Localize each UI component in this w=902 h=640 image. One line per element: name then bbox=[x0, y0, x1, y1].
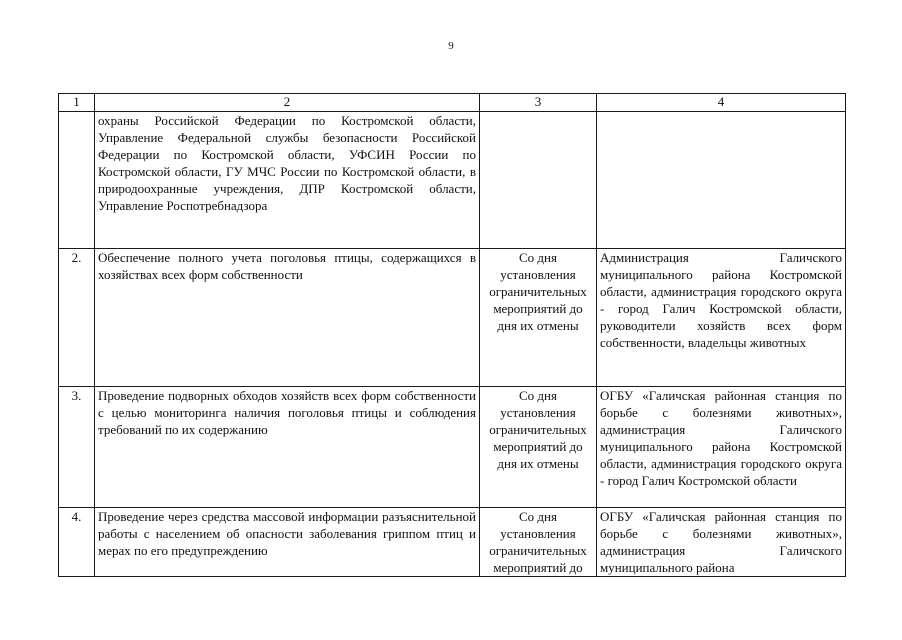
term-text bbox=[480, 112, 597, 249]
responsible-text: ОГБУ «Галичская районная станция по борьбе с болезнями животных», администрация Галичского муниципального района bbox=[597, 508, 846, 577]
term-text: Со дня установления ограничительных мероприятий до дня их отмены bbox=[480, 249, 597, 387]
measure-text: Проведение подворных обходов хозяйств всех форм собственности с целью мониторинга наличия поголовья птицы и соблюдения требований по их содержанию bbox=[95, 387, 480, 508]
responsible-text: ОГБУ «Галичская районная станция по борьбе с болезнями животных», администрация Галичского муниципального района Костромской области, администрация городского округа - город Галич Костромской области bbox=[597, 387, 846, 508]
header-col-2: 2 bbox=[95, 94, 480, 112]
term-text: Со дня установления ограничительных мероприятий до bbox=[480, 508, 597, 577]
row-number: 3. bbox=[59, 387, 95, 508]
header-col-4: 4 bbox=[597, 94, 846, 112]
measure-text: охраны Российской Федерации по Костромской области, Управление Федеральной службы безопасности Российской Федерации по Костромской области, УФСИН России по Костромской области, ГУ МЧС России по Костромской области, в природоохранные учреждения, ДПР Костромской области, Управление Роспотребнадзора bbox=[95, 112, 480, 249]
measure-text: Проведение через средства массовой информации разъяснительной работы с населением об опасности заболевания гриппом птиц и мерах по его предупреждению bbox=[95, 508, 480, 577]
row-number: 2. bbox=[59, 249, 95, 387]
responsible-text: Администрация Галичского муниципального района Костромской области, администрация городского округа - город Галич Костромской области, руководители хозяйств всех форм собственности, владельцы животных bbox=[597, 249, 846, 387]
row-number bbox=[59, 112, 95, 249]
header-col-1: 1 bbox=[59, 94, 95, 112]
responsible-text bbox=[597, 112, 846, 249]
table-row bbox=[59, 249, 846, 387]
table-row bbox=[59, 112, 846, 249]
measure-text: Обеспечение полного учета поголовья птицы, содержащихся в хозяйствах всех форм собственности bbox=[95, 249, 480, 387]
row-number: 4. bbox=[59, 508, 95, 577]
table-row bbox=[59, 508, 846, 577]
table-row bbox=[59, 387, 846, 508]
measures-table bbox=[58, 93, 846, 577]
term-text: Со дня установления ограничительных мероприятий до дня их отмены bbox=[480, 387, 597, 508]
page-number: 9 bbox=[448, 40, 454, 52]
table-header-row bbox=[59, 94, 846, 112]
header-col-3: 3 bbox=[480, 94, 597, 112]
